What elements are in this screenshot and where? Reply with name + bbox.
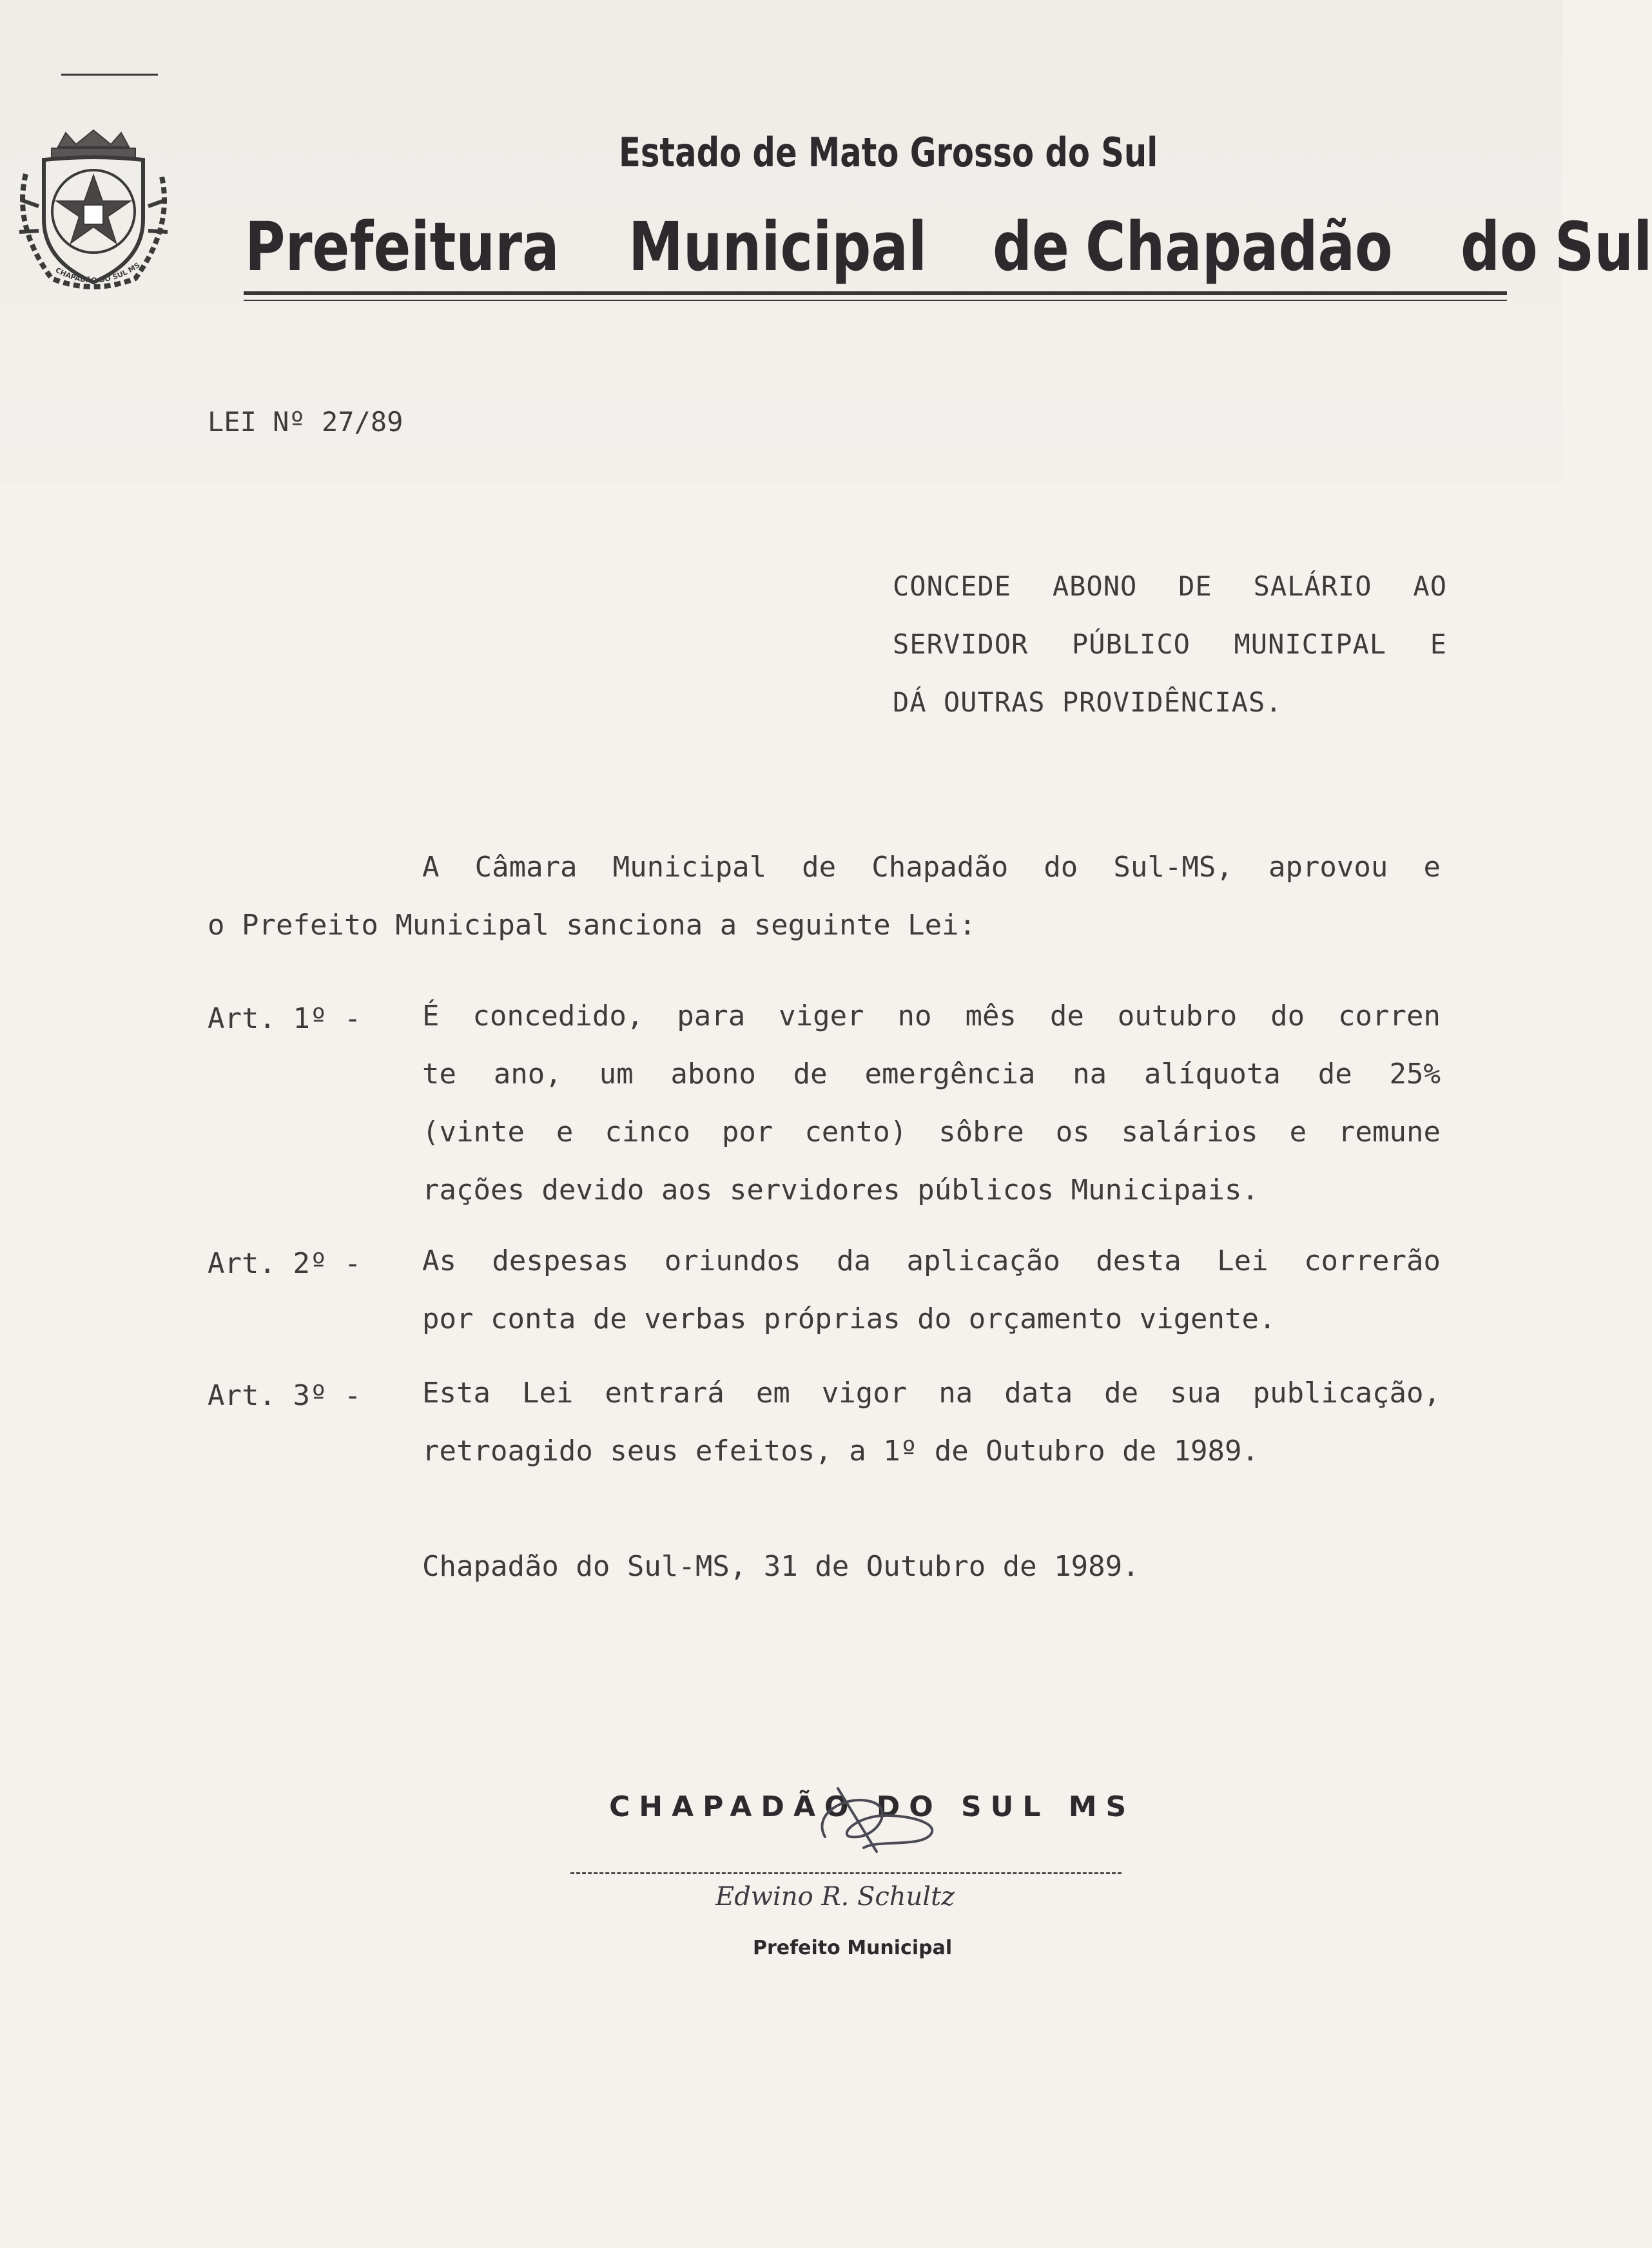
summary-line: CONCEDE ABONO DE SALÁRIO AO bbox=[893, 570, 1447, 602]
title-word: Sul bbox=[1554, 208, 1652, 286]
law-summary bbox=[893, 557, 1447, 732]
title-word: do bbox=[1460, 208, 1538, 286]
signature-line bbox=[570, 1872, 1122, 1874]
date-line: Chapadão do Sul-MS, 31 de Outubro de 1989. bbox=[422, 1550, 1140, 1583]
article-line: te ano, um abono de emergência na alíquota de 25% bbox=[422, 1058, 1441, 1090]
summary-line: SERVIDOR PÚBLICO MUNICIPAL E bbox=[893, 628, 1447, 660]
article-line: rações devido aos servidores públicos Municipais. bbox=[422, 1174, 1259, 1206]
article-1-text bbox=[422, 987, 1441, 1219]
article-2-text bbox=[422, 1232, 1441, 1348]
article-line: retroagido seus efeitos, a 1º de Outubro de 1989. bbox=[422, 1435, 1259, 1468]
article-line: As despesas oriundos da aplicação desta Lei correrão bbox=[422, 1245, 1441, 1277]
article-line: Esta Lei entrará em vigor na data de sua publicação, bbox=[422, 1377, 1441, 1410]
city-stamp: CHAPADÃO DO SUL MS bbox=[609, 1790, 1136, 1823]
law-number: LEI Nº 27/89 bbox=[208, 406, 403, 438]
signer-name: Edwino R. Schultz bbox=[715, 1882, 955, 1912]
article-line: É concedido, para viger no mês de outubro do corren bbox=[422, 1000, 1441, 1032]
handwritten-signature bbox=[799, 1776, 967, 1859]
svg-text:CHAPADÃO DO SUL MS: CHAPADÃO DO SUL MS bbox=[53, 260, 142, 285]
article-1-label: Art. 1º - bbox=[208, 1002, 362, 1035]
preamble-line: A Câmara Municipal de Chapadão do Sul-MS, aprovou e bbox=[422, 851, 1441, 884]
title-word: Chapadão bbox=[1085, 208, 1394, 286]
letterhead-rule-thin bbox=[244, 300, 1507, 301]
title-word: Prefeitura bbox=[245, 208, 559, 286]
municipal-crest-icon bbox=[13, 129, 174, 296]
article-line: (vinte e cinco por cento) sôbre os salários e remune bbox=[422, 1116, 1441, 1148]
summary-line: DÁ OUTRAS PROVIDÊNCIAS. bbox=[893, 686, 1283, 718]
preamble-line: o Prefeito Municipal sanciona a seguinte Lei: bbox=[208, 909, 977, 942]
title-word: de bbox=[992, 208, 1069, 286]
letterhead-rule bbox=[244, 291, 1507, 295]
prefeitura-title bbox=[245, 208, 1652, 286]
signer-title: Prefeito Municipal bbox=[753, 1937, 953, 1959]
article-3-label: Art. 3º - bbox=[208, 1379, 362, 1412]
article-line: por conta de verbas próprias do orçamento vigente. bbox=[422, 1303, 1276, 1335]
state-name: Estado de Mato Grosso do Sul bbox=[619, 129, 1158, 176]
article-2-label: Art. 2º - bbox=[208, 1247, 362, 1280]
title-word: Municipal bbox=[628, 208, 927, 286]
article-3-text bbox=[422, 1364, 1441, 1480]
top-mark bbox=[61, 72, 158, 77]
